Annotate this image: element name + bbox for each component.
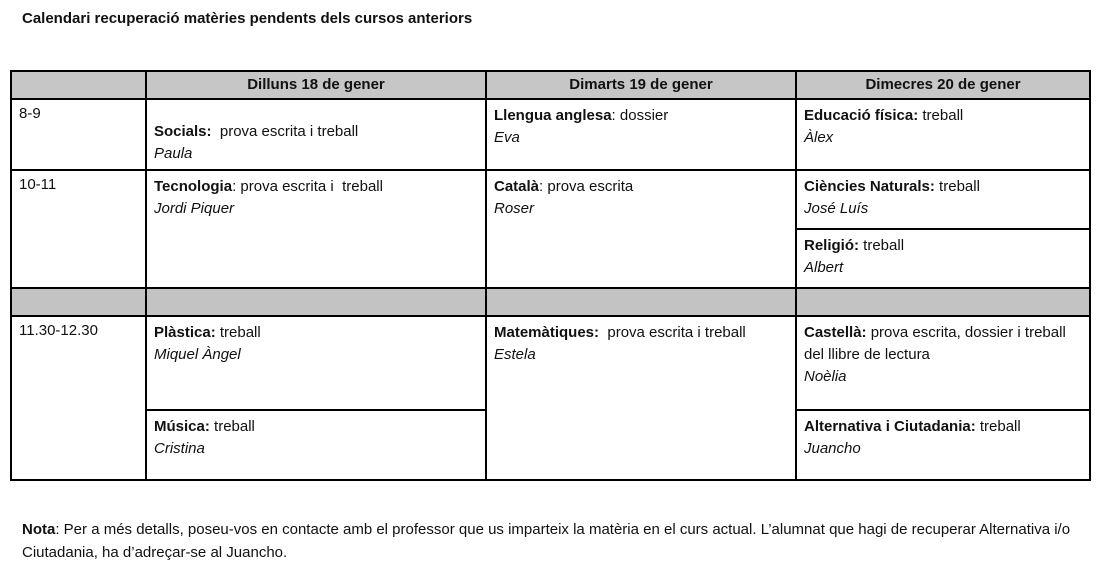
teacher-name: Jordi Piquer	[154, 200, 235, 217]
subject-detail: prova escrita i treball	[599, 324, 746, 341]
header-day-dimarts: Dimarts 19 de gener	[486, 71, 796, 99]
row-1130-1230-a	[11, 316, 1090, 410]
subject-detail: prova escrita i treball	[211, 123, 359, 140]
subject-detail: treball	[209, 418, 255, 435]
header-day-dilluns: Dilluns 18 de gener	[146, 71, 486, 99]
divider-cell	[146, 288, 486, 316]
subject-detail: : prova escrita i treball	[232, 178, 383, 195]
time-cell-8-9: 8-9	[11, 99, 146, 170]
teacher-name: Miquel Àngel	[154, 346, 241, 363]
footnote	[22, 518, 1100, 564]
teacher-name: Eva	[494, 129, 520, 146]
teacher-name: Cristina	[154, 440, 205, 457]
cell-catala	[486, 170, 796, 288]
schedule-table	[10, 70, 1091, 481]
divider-cell	[796, 288, 1090, 316]
subject-name: Català	[494, 178, 540, 195]
header-time-cell	[11, 71, 146, 99]
time-cell-10-11: 10-11	[11, 170, 146, 288]
footnote-text: : Per a més detalls, poseu-vos en contacte amb el professor que us imparteix la matèria en el curs actual. L’alumnat que hagi de recuperar Alternativa i/o Ciutadania, ha d’adreçar-se al Juancho.	[22, 521, 1075, 561]
teacher-name: Albert	[804, 259, 844, 276]
teacher-name: José Luís	[804, 200, 869, 217]
cell-alternativa-ciutadania	[796, 410, 1090, 480]
subject-detail: treball	[859, 237, 905, 254]
teacher-name: Roser	[494, 200, 535, 217]
footnote-label: Nota	[22, 521, 56, 538]
subject-name: Socials:	[154, 123, 212, 140]
subject-name: Matemàtiques:	[494, 324, 600, 341]
cell-tecnologia	[146, 170, 486, 288]
subject-detail: prova escrita, dossier i treball del llibre de lectura	[804, 324, 1070, 363]
cell-musica	[146, 410, 486, 480]
cell-educacio-fisica	[796, 99, 1090, 170]
teacher-name: Àlex	[804, 129, 834, 146]
time-cell-1130-1230: 11.30-12.30	[11, 316, 146, 480]
divider-cell	[486, 288, 796, 316]
teacher-name: Juancho	[804, 440, 861, 457]
subject-detail: treball	[934, 178, 980, 195]
subject-name: Religió:	[804, 237, 859, 254]
header-row	[11, 71, 1090, 99]
subject-detail: treball	[918, 107, 964, 124]
cell-religio	[796, 229, 1090, 288]
cell-castella	[796, 316, 1090, 410]
subject-detail: treball	[215, 324, 261, 341]
row-10-11-a	[11, 170, 1090, 229]
cell-matematiques	[486, 316, 796, 480]
subject-detail: : dossier	[611, 107, 669, 124]
subject-name: Ciències Naturals:	[804, 178, 935, 195]
subject-name: Llengua anglesa	[494, 107, 612, 124]
header-day-dimecres: Dimecres 20 de gener	[796, 71, 1090, 99]
teacher-name: Estela	[494, 346, 536, 363]
cell-plastica	[146, 316, 486, 410]
teacher-name: Noèlia	[804, 368, 847, 385]
teacher-name: Paula	[154, 145, 193, 162]
subject-detail: : prova escrita	[539, 178, 634, 195]
page-title: Calendari recuperació matèries pendents dels cursos anteriors	[22, 10, 473, 27]
subject-name: Castellà:	[804, 324, 867, 341]
cell-llengua-anglesa	[486, 99, 796, 170]
cell-ciencies-naturals	[796, 170, 1090, 229]
subject-name: Música:	[154, 418, 210, 435]
divider-cell	[11, 288, 146, 316]
subject-detail: treball	[975, 418, 1021, 435]
subject-name: Alternativa i Ciutadania:	[804, 418, 976, 435]
subject-name: Tecnologia	[154, 178, 233, 195]
subject-name: Educació física:	[804, 107, 919, 124]
row-8-9	[11, 99, 1090, 170]
subject-name: Plàstica:	[154, 324, 216, 341]
cell-socials	[146, 99, 486, 170]
divider-row	[11, 288, 1090, 316]
